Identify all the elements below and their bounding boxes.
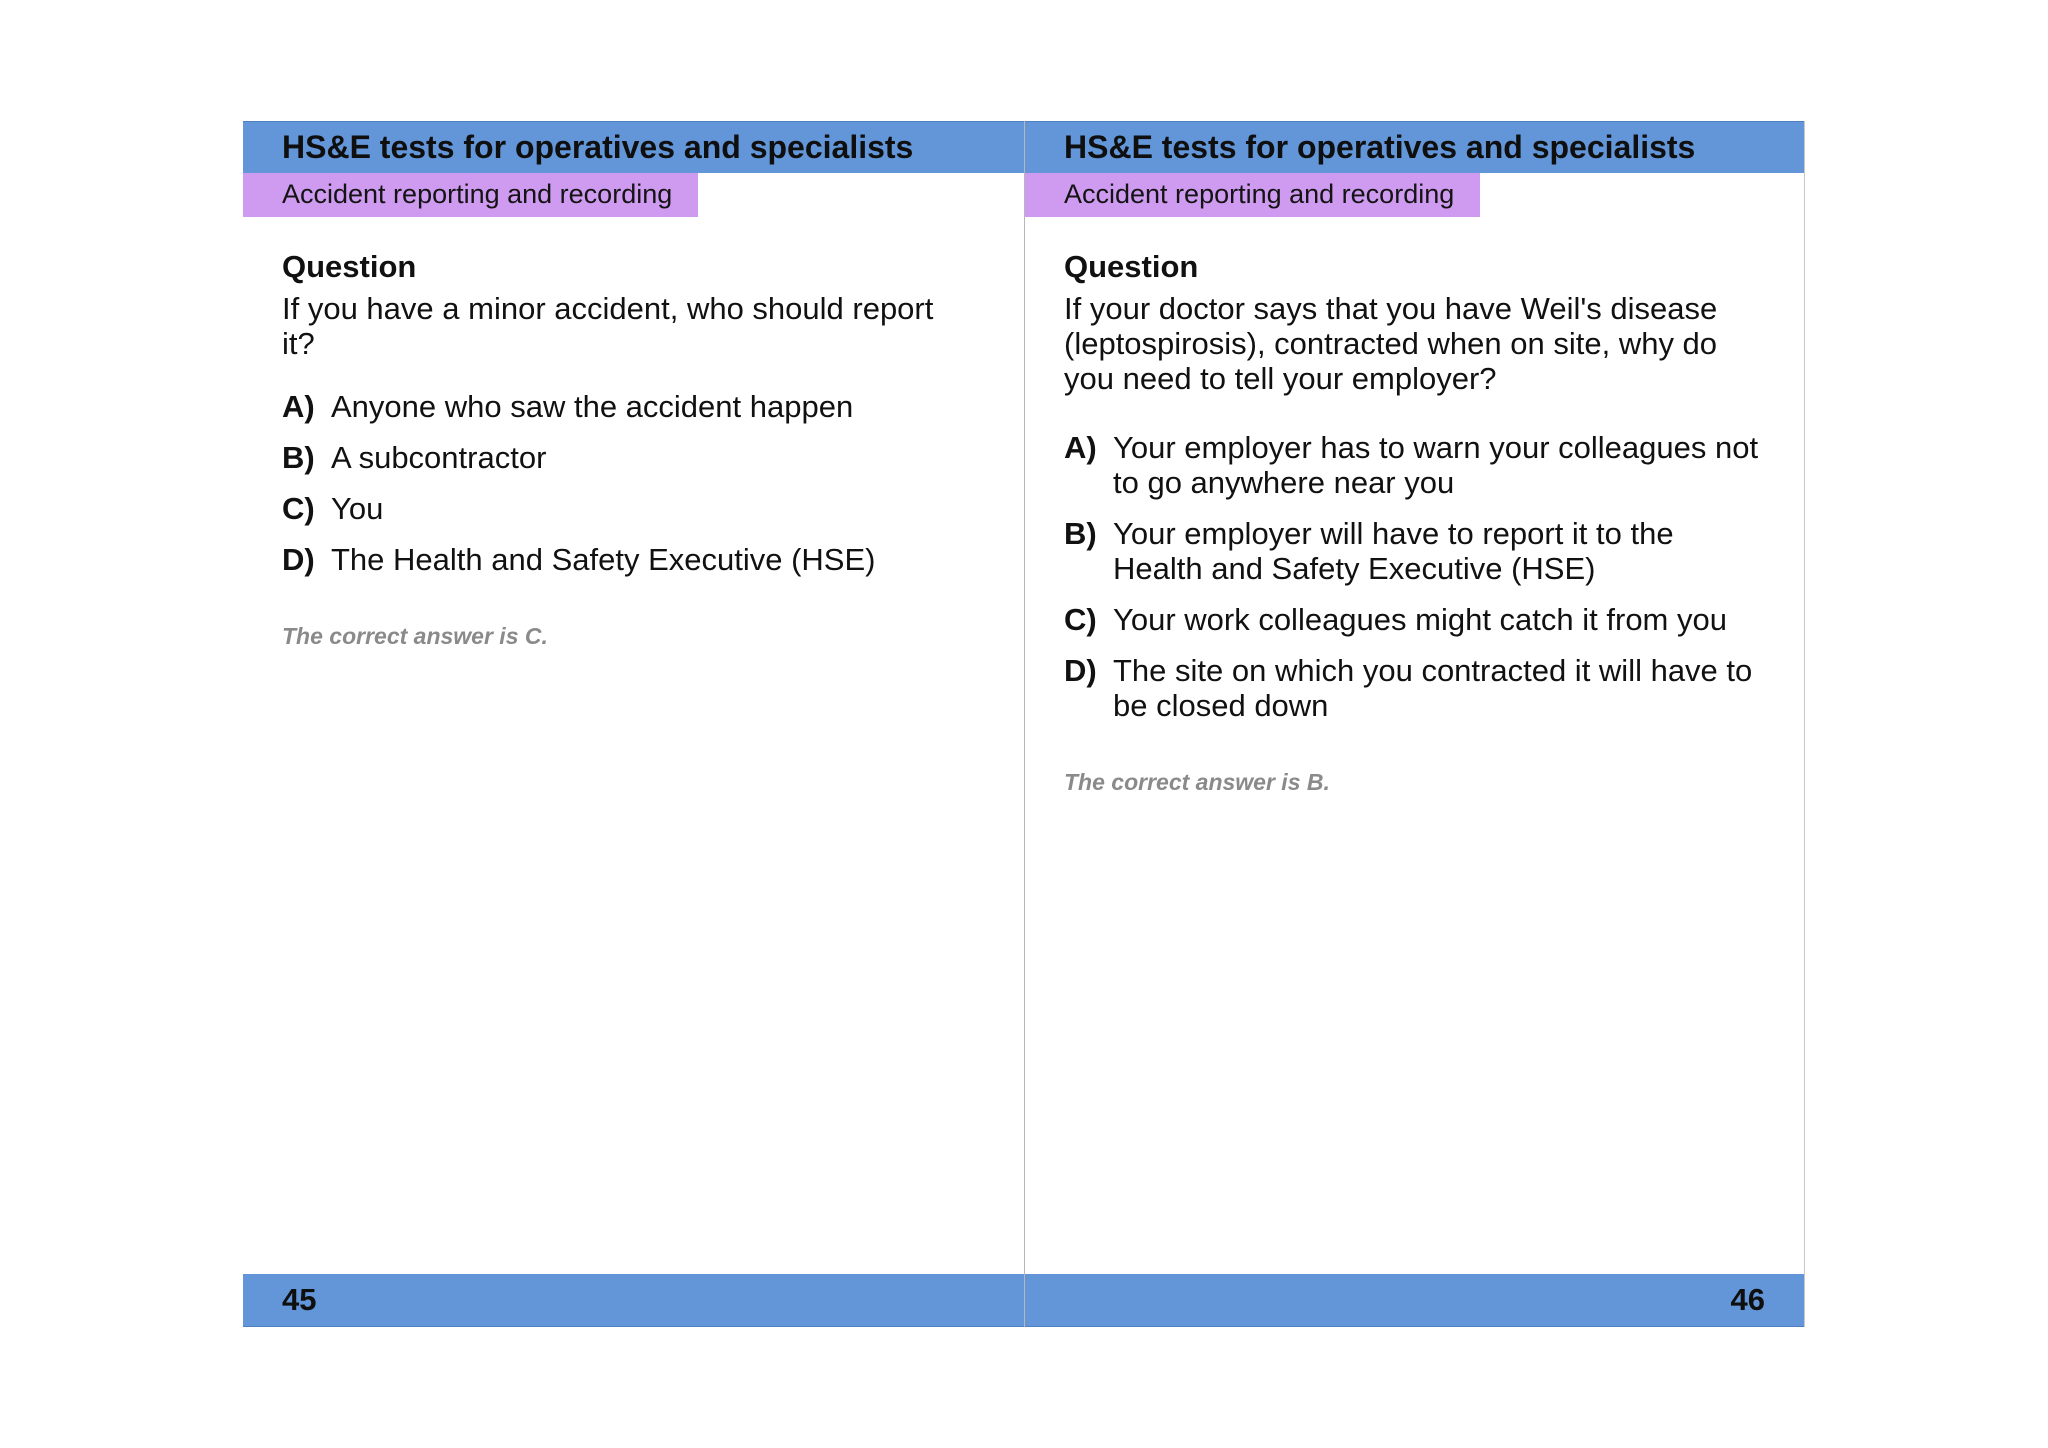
right-page	[1024, 121, 1805, 1327]
option-text: You	[331, 491, 384, 526]
question-heading: Question	[282, 249, 417, 284]
option-text: Your employer has to warn your colleagues not to go anywhere near you	[1113, 430, 1759, 500]
correct-answer: The correct answer is C.	[282, 623, 548, 649]
option-b	[1064, 516, 1764, 586]
option-d	[282, 542, 982, 577]
option-letter: A)	[282, 389, 315, 424]
option-letter: C)	[282, 491, 315, 526]
book-spread	[243, 121, 1805, 1327]
question-text: If your doctor says that you have Weil's disease (leptospirosis), contracted when on site, why do you need to tell your employer?	[1064, 291, 1718, 396]
question-heading: Question	[1064, 249, 1199, 284]
option-letter: D)	[282, 542, 315, 577]
question-block	[282, 249, 982, 650]
options-list	[1064, 430, 1764, 723]
footer-bar	[243, 1274, 1024, 1327]
option-b	[282, 440, 982, 475]
option-text: Anyone who saw the accident happen	[331, 389, 854, 424]
option-a	[282, 389, 982, 424]
option-a	[1064, 430, 1764, 500]
option-letter: B)	[282, 440, 315, 475]
topic-tab	[243, 173, 698, 217]
topic-label: Accident reporting and recording	[282, 179, 673, 209]
question-text: If you have a minor accident, who should report it?	[282, 291, 934, 361]
header-title: HS&E tests for operatives and specialists	[1064, 129, 1696, 165]
option-letter: B)	[1064, 516, 1097, 551]
option-c	[282, 491, 982, 526]
topic-tab	[1025, 173, 1480, 217]
option-text: The Health and Safety Executive (HSE)	[331, 542, 876, 577]
header-title: HS&E tests for operatives and specialists	[282, 129, 914, 165]
option-d	[1064, 653, 1764, 723]
left-page	[243, 121, 1024, 1327]
options-list	[282, 389, 982, 577]
footer-bar	[1025, 1274, 1804, 1327]
question-block	[1064, 249, 1764, 796]
header-bar	[243, 121, 1024, 173]
option-letter: A)	[1064, 430, 1097, 465]
option-text: A subcontractor	[331, 440, 547, 475]
option-text: Your employer will have to report it to the Health and Safety Executive (HSE)	[1113, 516, 1674, 586]
page-number: 45	[282, 1282, 317, 1317]
correct-answer: The correct answer is B.	[1064, 769, 1330, 795]
header-bar	[1025, 121, 1804, 173]
option-text: The site on which you contracted it will have to be closed down	[1113, 653, 1753, 723]
option-c	[1064, 602, 1764, 637]
page-number: 46	[1730, 1282, 1765, 1317]
option-letter: C)	[1064, 602, 1097, 637]
option-text: Your work colleagues might catch it from you	[1113, 602, 1727, 637]
option-letter: D)	[1064, 653, 1097, 688]
topic-label: Accident reporting and recording	[1064, 179, 1455, 209]
